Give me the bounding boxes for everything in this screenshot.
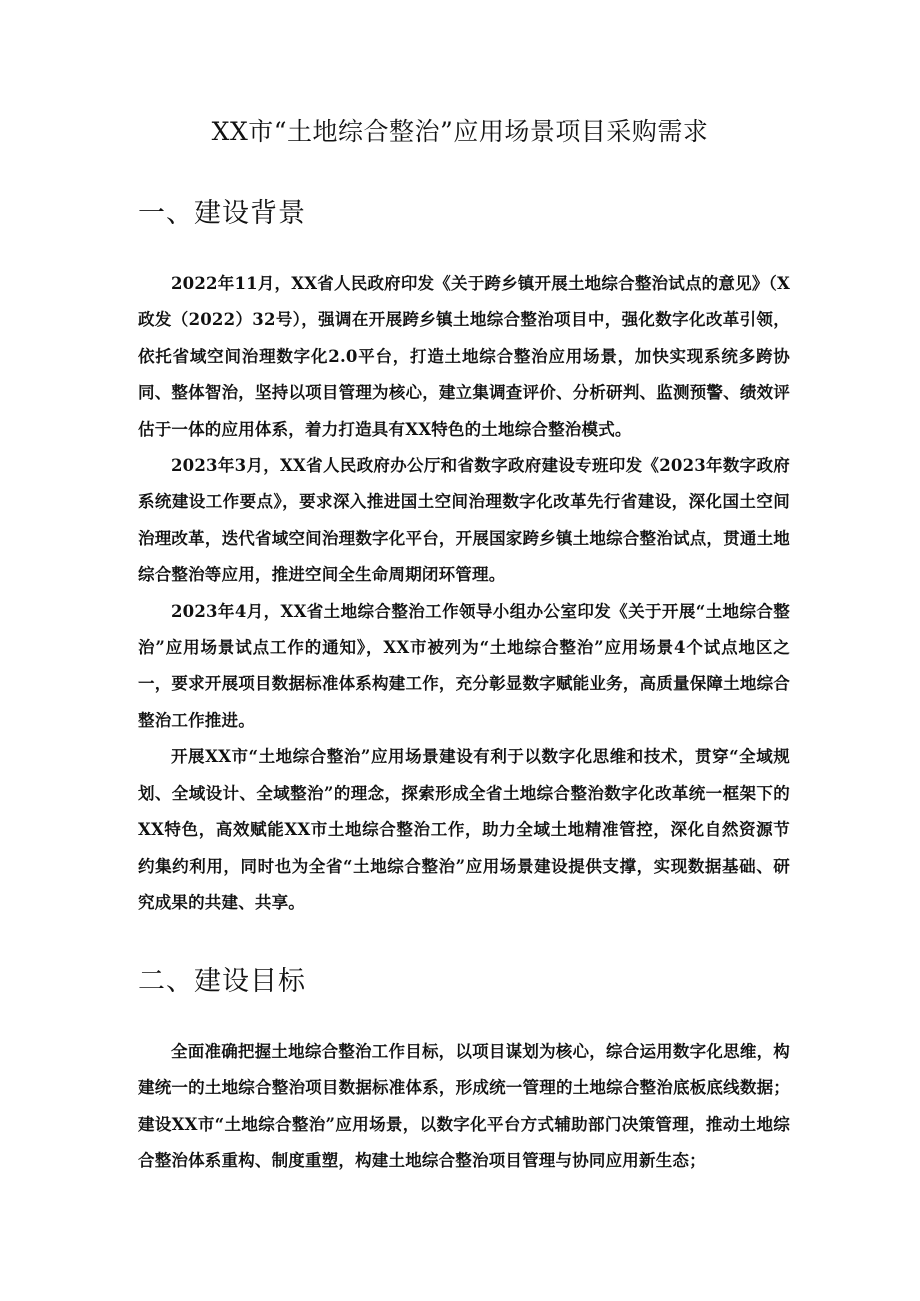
paragraph: 2023年3月，XX省人民政府办公厅和省数字政府建设专班印发《2023年数字政府系统建设工作要点》，要求深入推进国土空间治理数字化改革先行省建设，深化国土空间治理改革，迭代省域空间治理数字化平台，开展国家跨乡镇土地综合整治试点，贯通土地综合整治等应用，推进空间全生命周期闭环管理。 [138,456,790,585]
paragraph: 2023年4月，XX省土地综合整治工作领导小组办公室印发《关于开展“土地综合整治”应用场景试点工作的通知》，XX市被列为“土地综合整治”应用场景4个试点地区之一，要求开展项目数据标准体系构建工作，充分彰显数字赋能业务，高质量保障土地综合整治工作推进。 [138,601,790,730]
section-heading-goals: 二、建设目标 [138,966,306,997]
section-heading-background: 一、建设背景 [138,198,306,229]
document-title: XX市“土地综合整治”应用场景项目采购需求 [211,117,709,146]
paragraph: 2022年11月，XX省人民政府印发《关于跨乡镇开展土地综合整治试点的意见》（X政发（2022）32号），强调在开展跨乡镇土地综合整治项目中，强化数字化改革引领，依托省域空间治理数字化2.0平台，打造土地综合整治应用场景，加快实现系统多跨协同、整体智治，坚持以项目管理为核心，建立集调查评价、分析研判、监测预警、绩效评估于一体的应用体系，着力打造具有XX特色的土地综合整治模式。 [138,274,790,439]
section-body-background [138,266,790,921]
paragraph: 开展XX市“土地综合整治”应用场景建设有利于以数字化思维和技术，贯穿“全域规划、全域设计、全域整治”的理念，探索形成全省土地综合整治数字化改革统一框架下的XX特色，高效赋能XX市土地综合整治工作，助力全域土地精准管控，深化自然资源节约集约利用，同时也为全省“土地综合整治”应用场景建设提供支撑，实现数据基础、研究成果的共建、共享。 [138,747,790,912]
section-body-goals [138,1034,790,1180]
paragraph: 全面准确把握土地综合整治工作目标，以项目谋划为核心，综合运用数字化思维，构建统一的土地综合整治项目数据标准体系，形成统一管理的土地综合整治底板底线数据；建设XX市“土地综合整治”应用场景，以数字化平台方式辅助部门决策管理，推动土地综合整治体系重构、制度重塑，构建土地综合整治项目管理与协同应用新生态； [138,1042,790,1171]
